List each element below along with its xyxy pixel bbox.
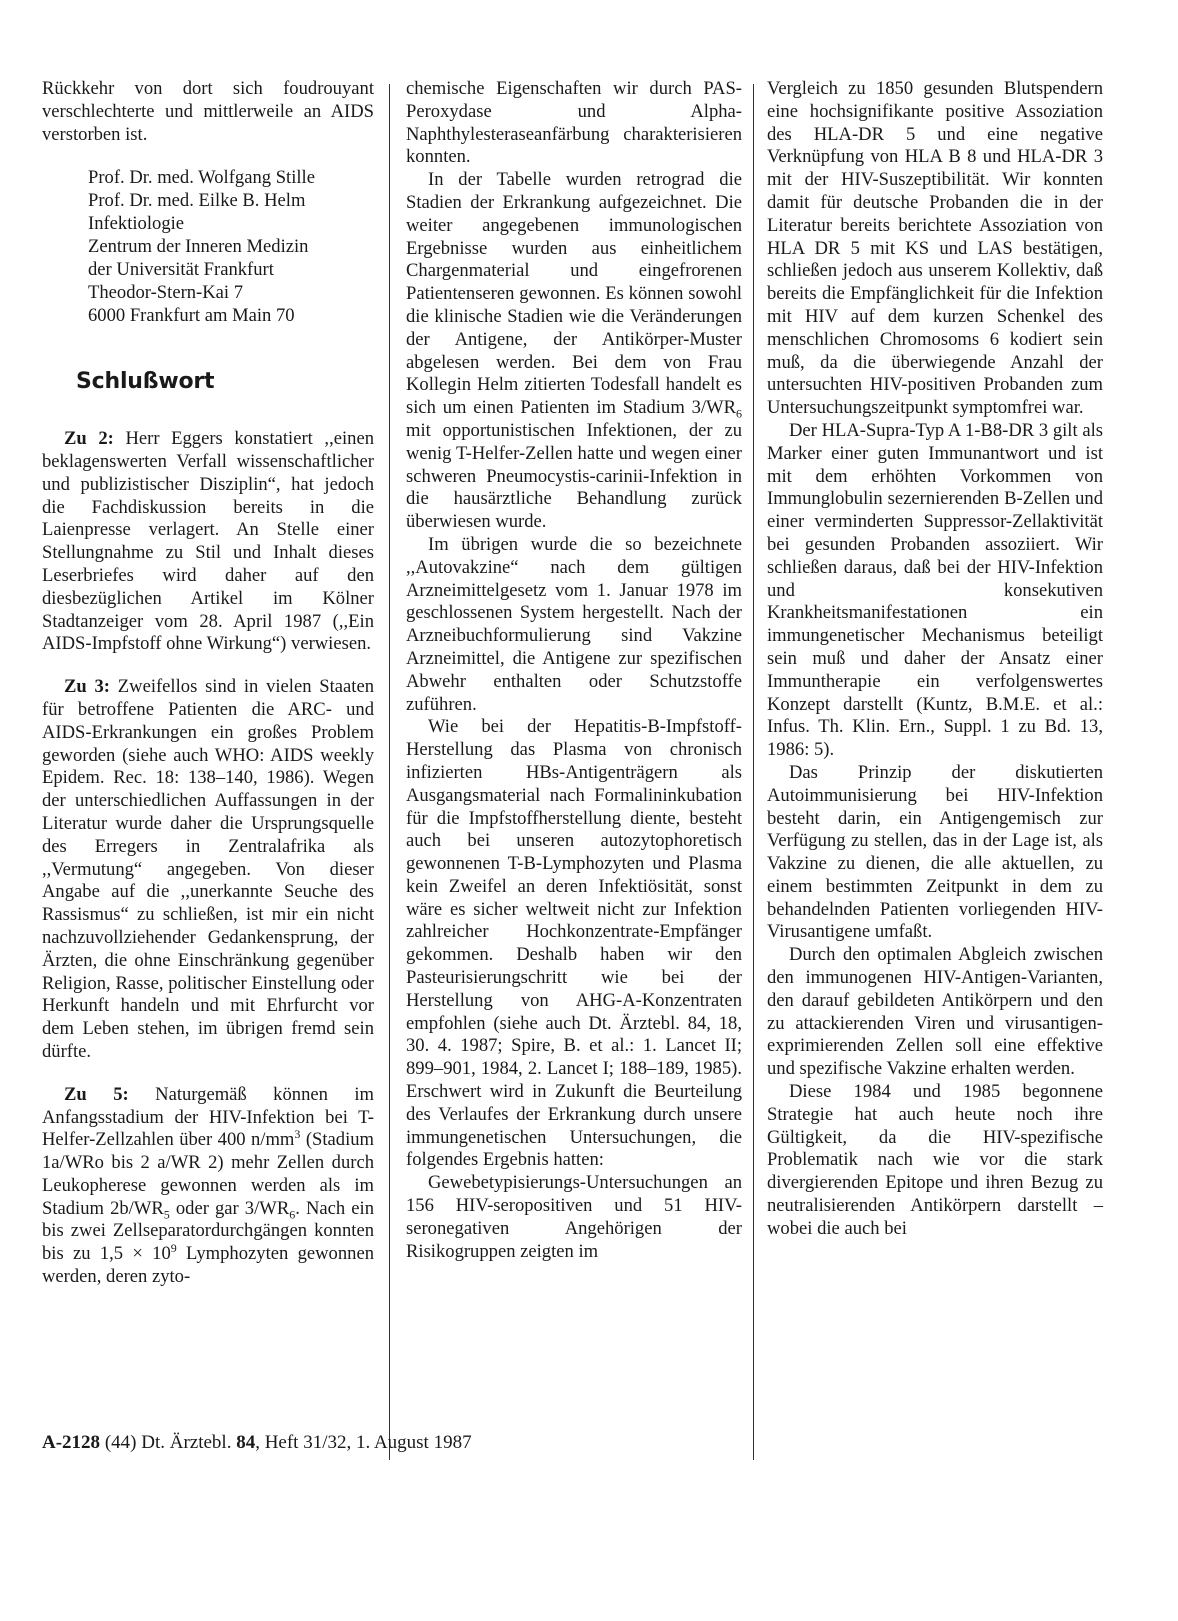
- address-line: der Universität Frankfurt: [88, 259, 274, 281]
- paragraph: [406, 169, 742, 534]
- address-line: 6000 Frankfurt am Main 70: [88, 305, 295, 327]
- paragraph: Das Prinzip der diskutierten Autoimmunisierung bei HIV-Infektion besteht darin, ein Antigengemisch zur Verfügung zu stellen, das in der Lage ist, als Vakzine zu dienen, die alle aktuellen, zu einem bestimmten Zeitpunkt in dem zu behandelnden Patienten vorliegenden HIV-Virusantigene umfaßt.: [767, 761, 1103, 943]
- column-divider: [753, 84, 754, 1460]
- footer-citation: , Heft 31/32, 1. August 1987: [255, 1432, 472, 1453]
- paragraph: chemische Eigenschaften wir durch PAS-Peroxydase und Alpha-Naphthylesteraseanfärbung charakterisieren konnten.: [406, 78, 742, 168]
- superscript: 3: [294, 1127, 301, 1142]
- paragraph-zu-3: [42, 676, 374, 1064]
- zu-label: Zu 5:: [64, 1083, 129, 1105]
- paragraph-zu-5: [42, 1084, 374, 1289]
- paragraph: Rückkehr von dort sich foudrouyant verschlechterte und mittlerweile an AIDS verstorben ist.: [42, 78, 374, 145]
- column-2: [406, 78, 742, 1263]
- address-line: Infektiologie: [88, 213, 185, 235]
- superscript: 9: [170, 1241, 177, 1256]
- address-line: Prof. Dr. med. Wolfgang Stille: [88, 167, 315, 189]
- column-divider: [389, 84, 390, 1460]
- subscript: 5: [163, 1207, 170, 1222]
- paragraph-zu-2: [42, 428, 374, 656]
- address-line: Zentrum der Inneren Medizin: [88, 236, 309, 258]
- zu-label: Zu 2:: [64, 428, 114, 450]
- page-footer: [42, 1432, 472, 1454]
- paragraph: Vergleich zu 1850 gesunden Blutspendern eine hochsignifikante positive Assoziation des HLA-DR 5 und eine negative Verknüpfung von HLA B 8 und HLA-DR 3 mit der HIV-Suszeptibilität. Wir konnten damit für deutsche Probanden die in der Literatur bereits berichtete Assoziation von HLA DR 5 mit KS und LAS bestätigen, schließen jedoch aus unserem Kollektiv, daß bereits die Empfänglichkeit für die Infektion mit HIV auf dem kurzen Schenkel des menschlichen Chromosoms 6 kodiert sein muß, da die überwiegende Anzahl der untersuchten HIV-positiven Probanden zum Untersuchungszeitpunkt symptomfrei war.: [767, 78, 1103, 419]
- address-line: Prof. Dr. med. Eilke B. Helm: [88, 190, 306, 212]
- section-heading: Schlußwort: [76, 369, 215, 395]
- volume-number: 84: [236, 1432, 256, 1453]
- paragraph-text: Naturgemäß können im Anfangsstadium der HIV-Infektion bei T-Helfer-Zellzahlen über 400 n/mm: [42, 1083, 375, 1151]
- paragraph: Diese 1984 und 1985 begonnene Strategie hat auch heute noch ihre Gültigkeit, da die HIV-spezifische Problematik nach wie vor die stark divergierenden Epitope und ihren Bezug zu neutralisierenden Antikörpern darstellt – wobei die auch bei: [767, 1081, 1103, 1239]
- paragraph-text: Herr Eggers konstatiert ,,einen beklagenswerten Verfall wissenschaftlicher und publizistischer Disziplin“, hat jedoch die Fachdiskussion bereits in die Laienpresse verlagert. An Stelle einer Stellungnahme zu Stil und Inhalt dieses Leserbriefes wird daher auf den diesbezüglichen Artikel im Kölner Stadtanzeiger vom 28. April 1987 (,,Ein AIDS-Impfstoff ohne Wirkung“) verwiesen.: [42, 428, 374, 655]
- zu-label: Zu 3:: [64, 676, 111, 698]
- footer-citation: (44) Dt. Ärztebl.: [100, 1432, 237, 1453]
- page-number: A-2128: [42, 1432, 101, 1453]
- paragraph-text: Lymphozyten gewonnen werden, deren zyto-: [42, 1243, 374, 1288]
- paragraph: Durch den optimalen Abgleich zwischen den immunogenen HIV-Antigen-Varianten, den darauf gebildeten Antikörpern und den zu attackierenden Viren und virusantigen-exprimierenden Zellen soll eine effektive und spezifische Vakzine erhalten werden.: [767, 944, 1103, 1080]
- subscript: 6: [289, 1207, 296, 1222]
- paragraph: Im übrigen wurde die so bezeichnete ,,Autovakzine“ nach dem gültigen Arzneimittelgesetz vom 1. Januar 1978 im geschlossenen System hergestellt. Nach der Arzneibuchformulierung sind Vakzine Arzneimittel, die Antigene zur spezifischen Abwehr enthalten oder Schutzstoffe zuführen.: [406, 533, 742, 715]
- address-line: Theodor-Stern-Kai 7: [88, 282, 244, 304]
- paragraph-text: Zweifellos sind in vielen Staaten für betroffene Patienten die ARC- und AIDS-Erkrankungen ein großes Problem geworden (siehe auch WHO: AIDS weekly Epidem. Rec. 18: 138–140, 1986). Wegen der unterschiedlichen Auffassungen in der Literatur wurde daher die Ursprungsquelle des Erregers in Zentralafrika als ,,Vermutung“ angegeben. Von dieser Angabe auf die ,,unerkannte Seuche des Rassismus“ zu schließen, ist mir ein nicht nachzuvollziehender Gedankensprung, der Ärzten, die ohne Einschränkung gegenüber Religion, Rasse, politischer Einstellung oder Herkunft handeln und mit Ehrfurcht vor dem Leben stehen, im übrigen fremd sein dürfte.: [42, 676, 375, 1062]
- paragraph: Der HLA-Supra-Typ A 1-B8-DR 3 gilt als Marker einer guten Immunantwort und ist mit dem erhöhten Vorkommen von Immunglobulin sezernierenden B-Zellen und einer verminderten Suppressor-Zellaktivität bei gesunden Probanden assoziiert. Wir schließen daraus, daß bei der HIV-Infektion und konsekutiven Krankheitsmanifestationen ein immungenetischer Mechanismus beteiligt sein muß und daher der Ansatz einer Immuntherapie ein verfolgenswertes Konzept darstellt (Kuntz, B.M.E. et al.: Infus. Th. Klin. Ern., Suppl. 1 zu Bd. 13, 1986: 5).: [767, 419, 1103, 761]
- paragraph: Gewebetypisierungs-Untersuchungen an 156 HIV-seropositiven und 51 HIV-seronegativen Angehörigen der Risikogruppen zeigten im: [406, 1172, 742, 1262]
- paragraph: Wie bei der Hepatitis-B-Impfstoff-Herstellung das Plasma von chronisch infizierten HBs-Antigenträgern als Ausgangsmaterial nach Formalininkubation für die Impfstoffherstellung diente, besteht auch bei unseren autozytophoretisch gewonnenen T-B-Lymphozyten und Plasma kein Zweifel an deren Infektiösität, sonst wäre es sicher weltweit nicht zur Infektion zahlreicher Hochkonzentrate-Empfänger gekommen. Deshalb haben wir den Pasteurisierungschritt wie bei der Herstellung von AHG-A-Konzentraten empfohlen (siehe auch Dt. Ärztebl. 84, 18, 30. 4. 1987; Spire, B. et al.: 1. Lancet II; 899–901, 1984, 2. Lancet I; 188–189, 1985). Erschwert wird in Zukunft die Beurteilung des Verlaufes der Erkrankung durch unsere immungenetischen Untersuchungen, die folgendes Ergebnis hatten:: [406, 716, 742, 1171]
- subscript: 6: [736, 406, 742, 421]
- paragraph-text: oder gar 3/WR: [169, 1197, 290, 1219]
- column-1: [42, 78, 374, 1289]
- author-address: [88, 166, 374, 327]
- paragraph-text: In der Tabelle wurden retrograd die Stadien der Erkrankung aufgezeichnet. Die weiter angegebenen immunologischen Ergebnisse wurden aus einheitlichem Chargenmaterial und eingefrorenen Patientenseren gewonnen. Es können sowohl die klinische Stadien wie die Veränderungen der Antigene, der Antikörper-Muster abgelesen werden. Bei dem von Frau Kollegin Helm zitierten Todesfall handelt es sich um einen Patienten im Stadium 3/WR: [406, 169, 742, 419]
- column-3: [767, 78, 1103, 1241]
- paragraph-text: (Stadium 1a/WRo bis 2 a/WR 2) mehr Zellen durch Leukopherese gewonnen werden als im Stadium 2b/WR: [42, 1129, 374, 1219]
- paragraph-text: . Nach ein bis zwei Zellseparatordurchgängen konnten bis zu 1,5 × 10: [42, 1197, 374, 1265]
- paragraph-text: mit opportunistischen Infektionen, der zu wenig T-Helfer-Zellen hatte und wegen einer schweren Pneumocystis-carinii-Infektion in die hausärztliche Behandlung zurück überwiesen wurde.: [406, 419, 742, 533]
